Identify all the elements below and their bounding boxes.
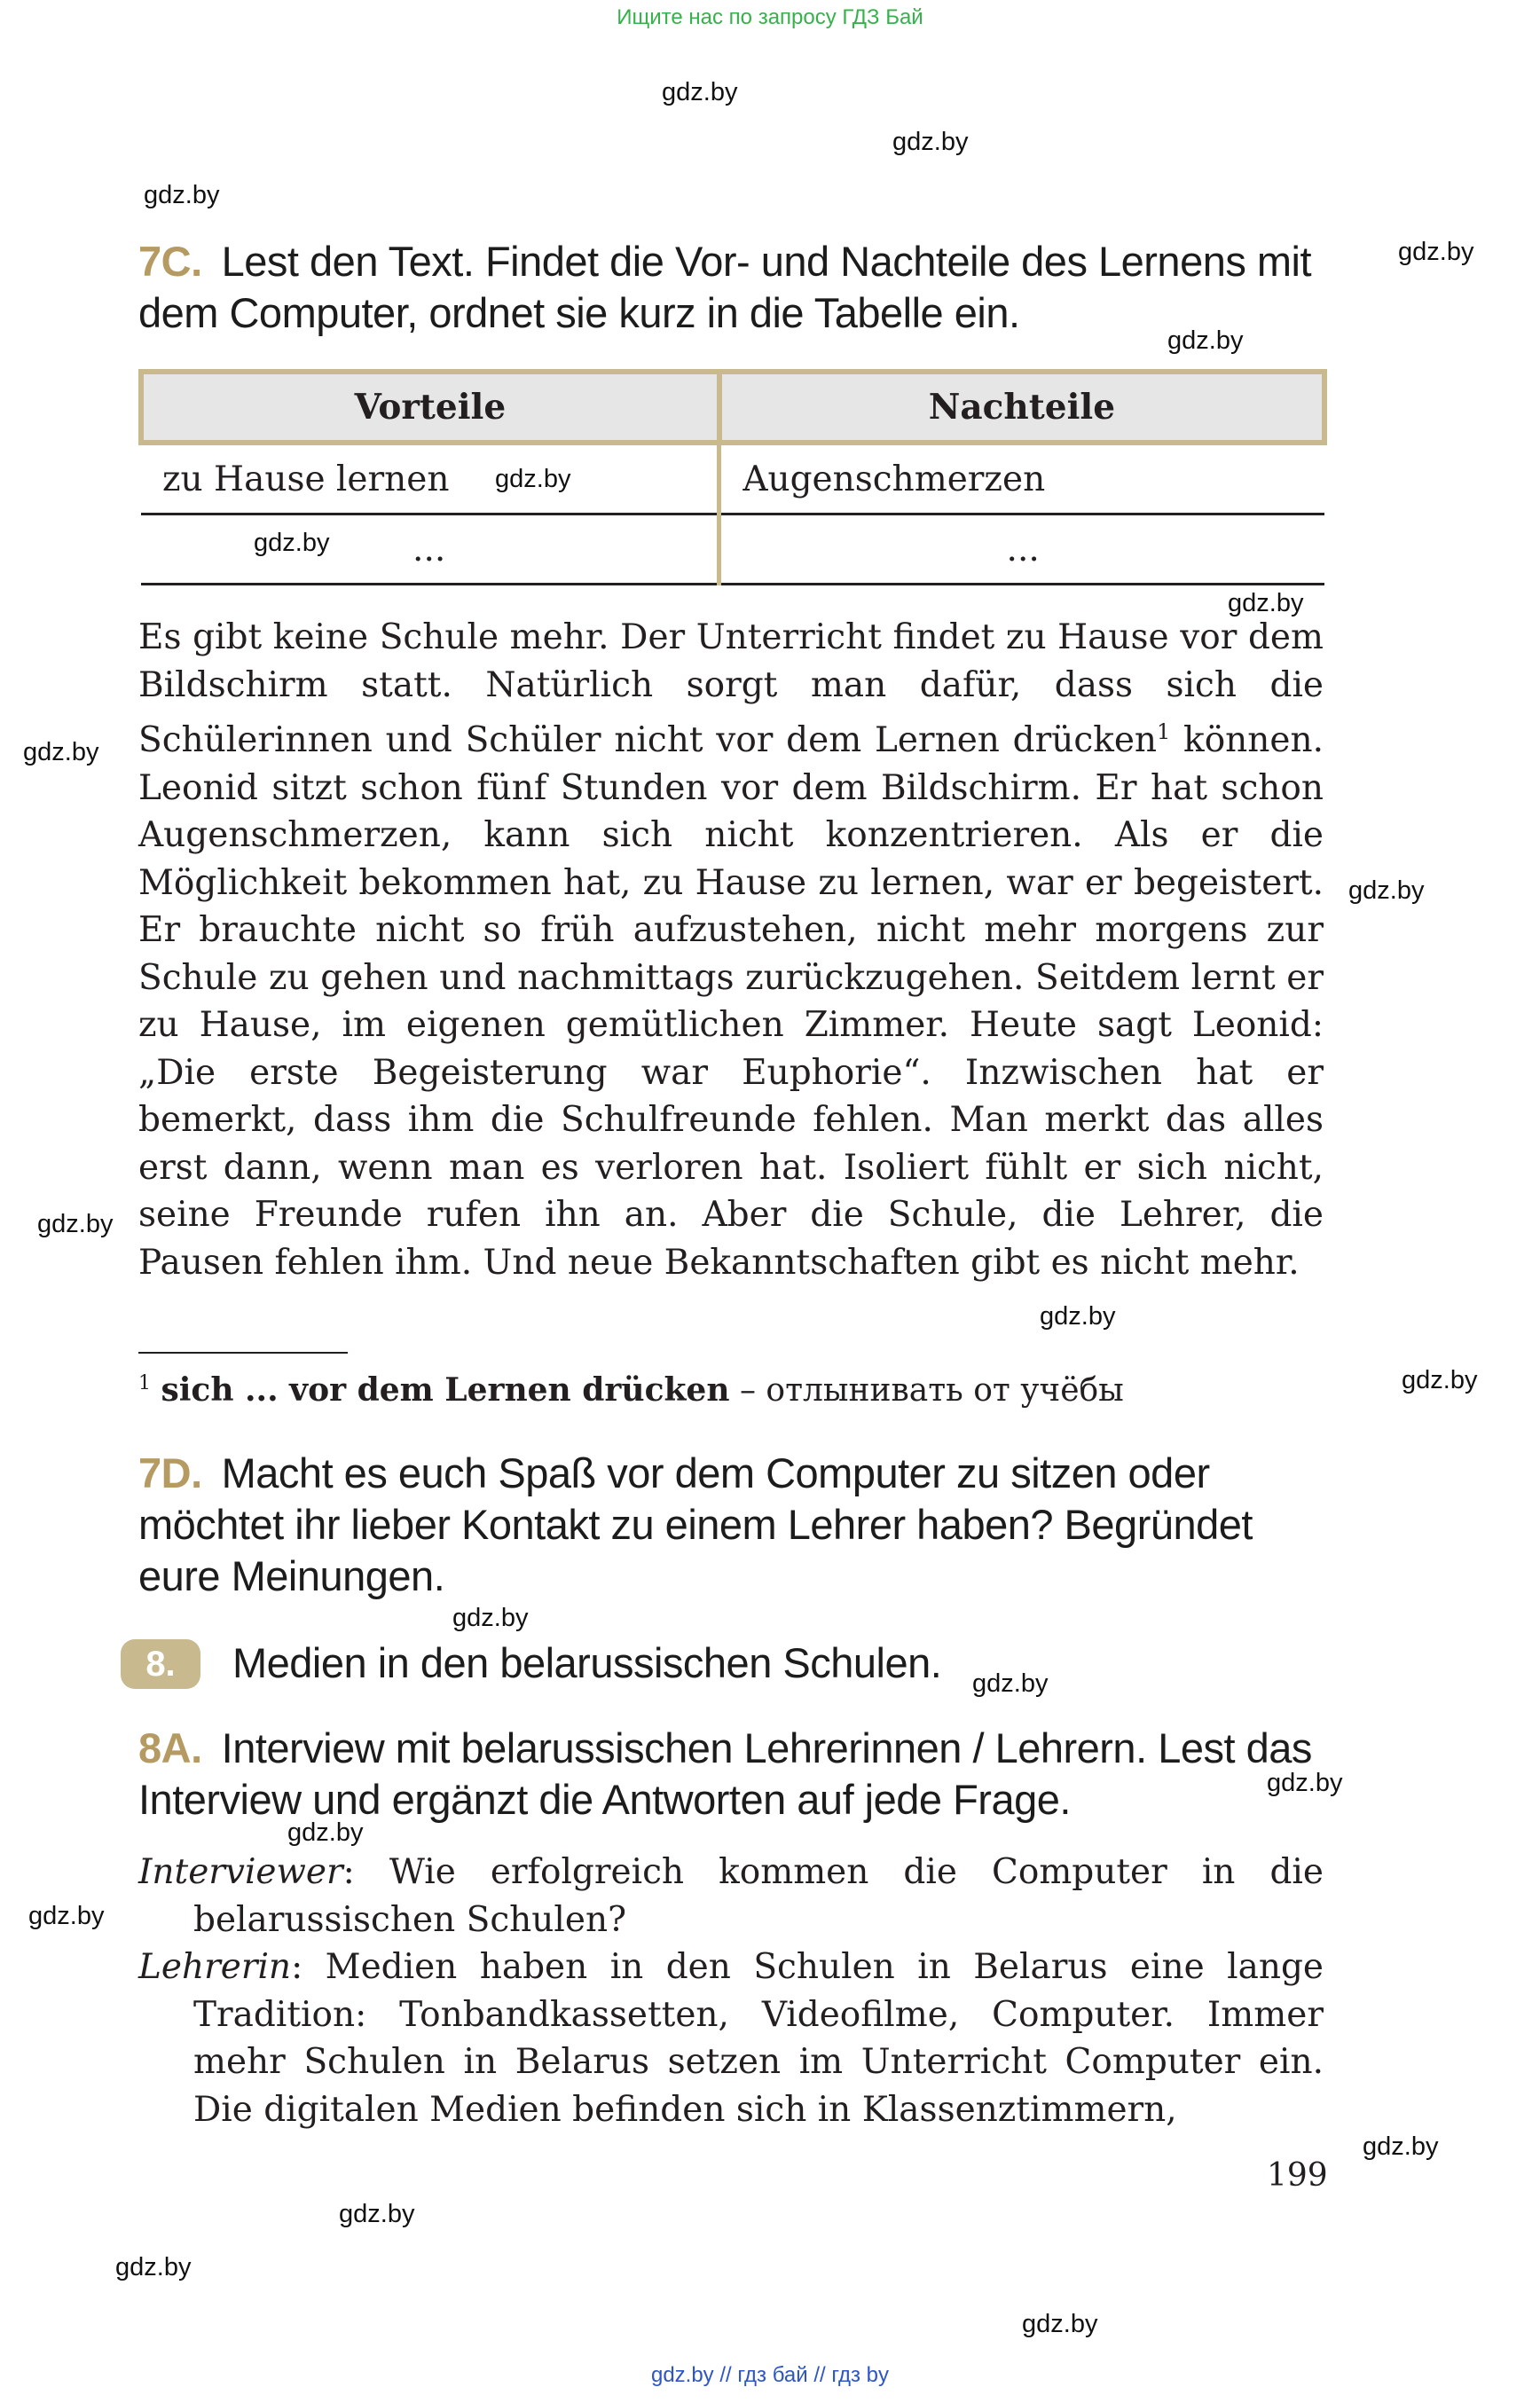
footnote-term: sich ... vor dem Lernen drücken	[161, 1371, 730, 1409]
watermark: gdz.by	[339, 2200, 415, 2228]
table-cell: ...	[719, 514, 1324, 585]
table-row	[141, 514, 1324, 585]
table-cell: Augenschmerzen	[719, 443, 1324, 514]
task-7d-heading	[138, 1448, 1327, 1602]
watermark: gdz.by	[1348, 876, 1425, 905]
task-title: Lest den Text. Findet die Vor- und Nachteile des Lernens mit dem Computer, ordnet sie kurz in die Tabelle ein.	[138, 238, 1312, 336]
text-part: können. Leonid sitzt schon fünf Stunden vor dem Bildschirm. Er hat schon Augenschmerzen, kann sich nicht konzentrieren. Als er die Möglichkeit bekommen hat, zu Hause zu lernen, war er begeistert. Er brauchte nicht so früh aufzustehen, nicht mehr morgens zur Schule zu gehen und nachmittags zurückzugehen. Seitdem lernt er zu Hause, im eigenen gemütlichen Zimmer. Heute sagt Leonid: „Die erste Begeisterung war Euphorie“. Inzwischen hat er bemerkt, dass ihm die Schulfreunde fehlen. Man merkt das alles erst dann, wenn man es verloren hat. Isoliert fühlt er sich nicht, seine Freunde rufen ihn an. Aber die Schule, die Lehrer, die Pausen fehlen ihm. Und neue Bekanntschaften gibt es nicht mehr.	[138, 720, 1324, 1283]
task-8a-heading	[138, 1723, 1327, 1826]
table-header-nachteile: Nachteile	[719, 372, 1324, 443]
watermark: gdz.by	[115, 2253, 192, 2281]
watermark: gdz.by	[662, 78, 738, 106]
page-number: 199	[1267, 2157, 1328, 2194]
watermark: gdz.by	[254, 529, 330, 557]
watermark: gdz.by	[1402, 1366, 1478, 1394]
interview-line	[138, 1944, 1324, 2133]
footnote	[138, 1371, 1124, 1409]
watermark: gdz.by	[972, 1669, 1049, 1698]
task-title: Macht es euch Spaß vor dem Computer zu sitzen oder möchtet ihr lieber Kontakt zu einem Lehrer haben? Begründet eure Meinungen.	[138, 1449, 1253, 1599]
watermark: gdz.by	[1363, 2132, 1439, 2161]
watermark: gdz.by	[28, 1902, 105, 1930]
table-cell: ...	[141, 514, 719, 585]
footnote-translation: – отлынивать от учёбы	[729, 1372, 1124, 1409]
table-row	[141, 443, 1324, 514]
task-number: 7C.	[138, 238, 202, 285]
table-cell: zu Hause lernen	[141, 443, 719, 514]
footnote-marker: 1	[1157, 719, 1171, 744]
interview-line	[138, 1849, 1324, 1944]
line-text: : Medien haben in den Schulen in Belarus eine lange Tradition: Tonbandkassetten, Videofilme, Computer. Immer mehr Schulen in Belarus setzen im Unterricht Computer ein. Die digitalen Medien befinden sich in Klassenztimmern,	[193, 1947, 1324, 2130]
task-number: 7D.	[138, 1449, 202, 1496]
watermark: gdz.by	[37, 1210, 114, 1238]
watermark: gdz.by	[1167, 326, 1244, 355]
table-header-vorteile: Vorteile	[141, 372, 719, 443]
pros-cons-table	[138, 369, 1327, 585]
watermark: gdz.by	[452, 1604, 529, 1632]
task-number: 8A.	[138, 1724, 202, 1771]
bottom-banner: gdz.by // гдз бай // гдз by	[650, 2363, 890, 2387]
watermark: gdz.by	[1040, 1302, 1116, 1331]
task-7c-heading	[138, 236, 1327, 339]
speaker: Interviewer	[138, 1852, 343, 1892]
footnote-mark: 1	[138, 1372, 151, 1394]
speaker: Lehrerin	[138, 1947, 292, 1987]
text-part: Es gibt keine Schule mehr. Der Unterricht findet zu Hause vor dem Bildschirm statt. Natürlich sorgt man dafür, dass sich die Schülerinnen und Schüler nicht vor dem Lernen drücken	[138, 617, 1324, 760]
task-title: Interview mit belarussischen Lehrerinnen / Lehrern. Lest das Interview und ergänzt die Antworten auf jede Frage.	[138, 1724, 1312, 1823]
interview-text	[138, 1849, 1324, 2133]
watermark: gdz.by	[1228, 589, 1304, 617]
watermark: gdz.by	[1022, 2310, 1098, 2338]
reading-text	[138, 614, 1324, 1286]
watermark: gdz.by	[1267, 1769, 1343, 1797]
task-8-badge: 8.	[121, 1639, 200, 1689]
watermark: gdz.by	[892, 128, 969, 156]
watermark: gdz.by	[23, 738, 99, 766]
footnote-divider	[138, 1352, 348, 1354]
line-text: : Wie erfolgreich kommen die Computer in die belarussischen Schulen?	[193, 1852, 1324, 1940]
watermark: gdz.by	[144, 181, 220, 209]
watermark: gdz.by	[1398, 238, 1474, 266]
top-banner: Ищите нас по запросу ГДЗ Бай	[617, 5, 923, 29]
task-8-heading: Medien in den belarussischen Schulen.	[232, 1639, 942, 1686]
watermark: gdz.by	[495, 465, 571, 493]
watermark: gdz.by	[287, 1818, 364, 1847]
